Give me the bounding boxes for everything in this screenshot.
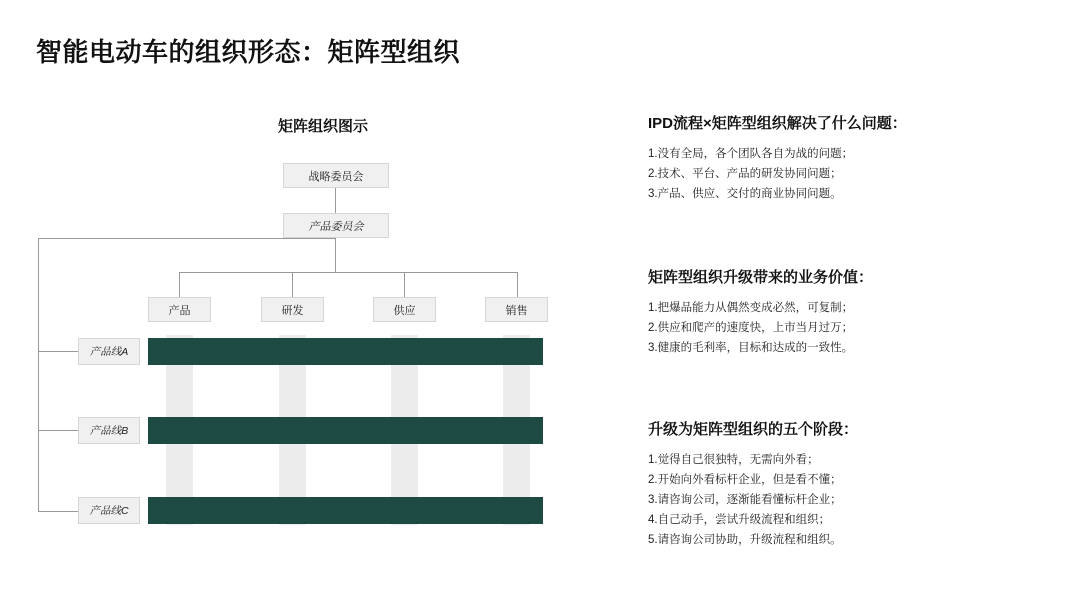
block-line: 2.供应和爬产的速度快，上市当月过万；	[648, 322, 854, 334]
block-line: 3.请咨询公司，逐渐能看懂标杆企业；	[648, 494, 842, 506]
node-product-line-c[interactable]: 产品线C	[78, 497, 140, 524]
page-title: 智能电动车的组织形态：矩阵型组织	[36, 37, 461, 67]
node-strategy-committee[interactable]: 战略委员会	[283, 163, 389, 188]
node-function-rd[interactable]: 研发	[261, 297, 324, 322]
connector-line	[38, 238, 39, 511]
node-product-line-b[interactable]: 产品线B	[78, 417, 140, 444]
text-block-problems	[648, 112, 1048, 204]
text-block-five-stages	[648, 418, 1048, 550]
block-line: 4.自己动手，尝试升级流程和组织；	[648, 514, 831, 526]
block-line: 1.觉得自己很独特，无需向外看；	[648, 454, 819, 466]
block-line: 3.产品、供应、交付的商业协同问题。	[648, 188, 842, 200]
block-heading: IPD流程×矩阵型组织解决了什么问题：	[648, 115, 907, 132]
matrix-org-diagram	[30, 105, 620, 565]
product-line-bar	[148, 338, 543, 365]
block-heading: 矩阵型组织升级带来的业务价值：	[648, 269, 874, 286]
connector-line	[38, 351, 78, 352]
connector-line	[335, 238, 336, 272]
node-function-sales[interactable]: 销售	[485, 297, 548, 322]
block-heading: 升级为矩阵型组织的五个阶段：	[648, 421, 859, 438]
connector-line	[179, 272, 517, 273]
connector-line	[517, 272, 518, 297]
connector-line	[38, 511, 78, 512]
block-line: 1.把爆品能力从偶然变成必然，可复制；	[648, 302, 854, 314]
connector-line	[404, 272, 405, 297]
connector-line	[292, 272, 293, 297]
connector-line	[335, 188, 336, 213]
text-block-business-value	[648, 266, 1048, 358]
product-line-bar	[148, 417, 543, 444]
node-product-line-a[interactable]: 产品线A	[78, 338, 140, 365]
block-line: 2.开始向外看标杆企业，但是看不懂；	[648, 474, 842, 486]
block-line: 1.没有全局，各个团队各自为战的问题；	[648, 148, 854, 160]
block-line: 3.健康的毛利率，目标和达成的一致性。	[648, 342, 854, 354]
block-line: 5.请咨询公司协助，升级流程和组织。	[648, 534, 842, 546]
connector-line	[38, 238, 335, 239]
connector-line	[179, 272, 180, 297]
block-line: 2.技术、平台、产品的研发协同问题；	[648, 168, 842, 180]
node-product-committee[interactable]: 产品委员会	[283, 213, 389, 238]
node-function-supply[interactable]: 供应	[373, 297, 436, 322]
product-line-bar	[148, 497, 543, 524]
diagram-title: 矩阵组织图示	[278, 118, 369, 135]
connector-line	[38, 430, 78, 431]
node-function-product[interactable]: 产品	[148, 297, 211, 322]
